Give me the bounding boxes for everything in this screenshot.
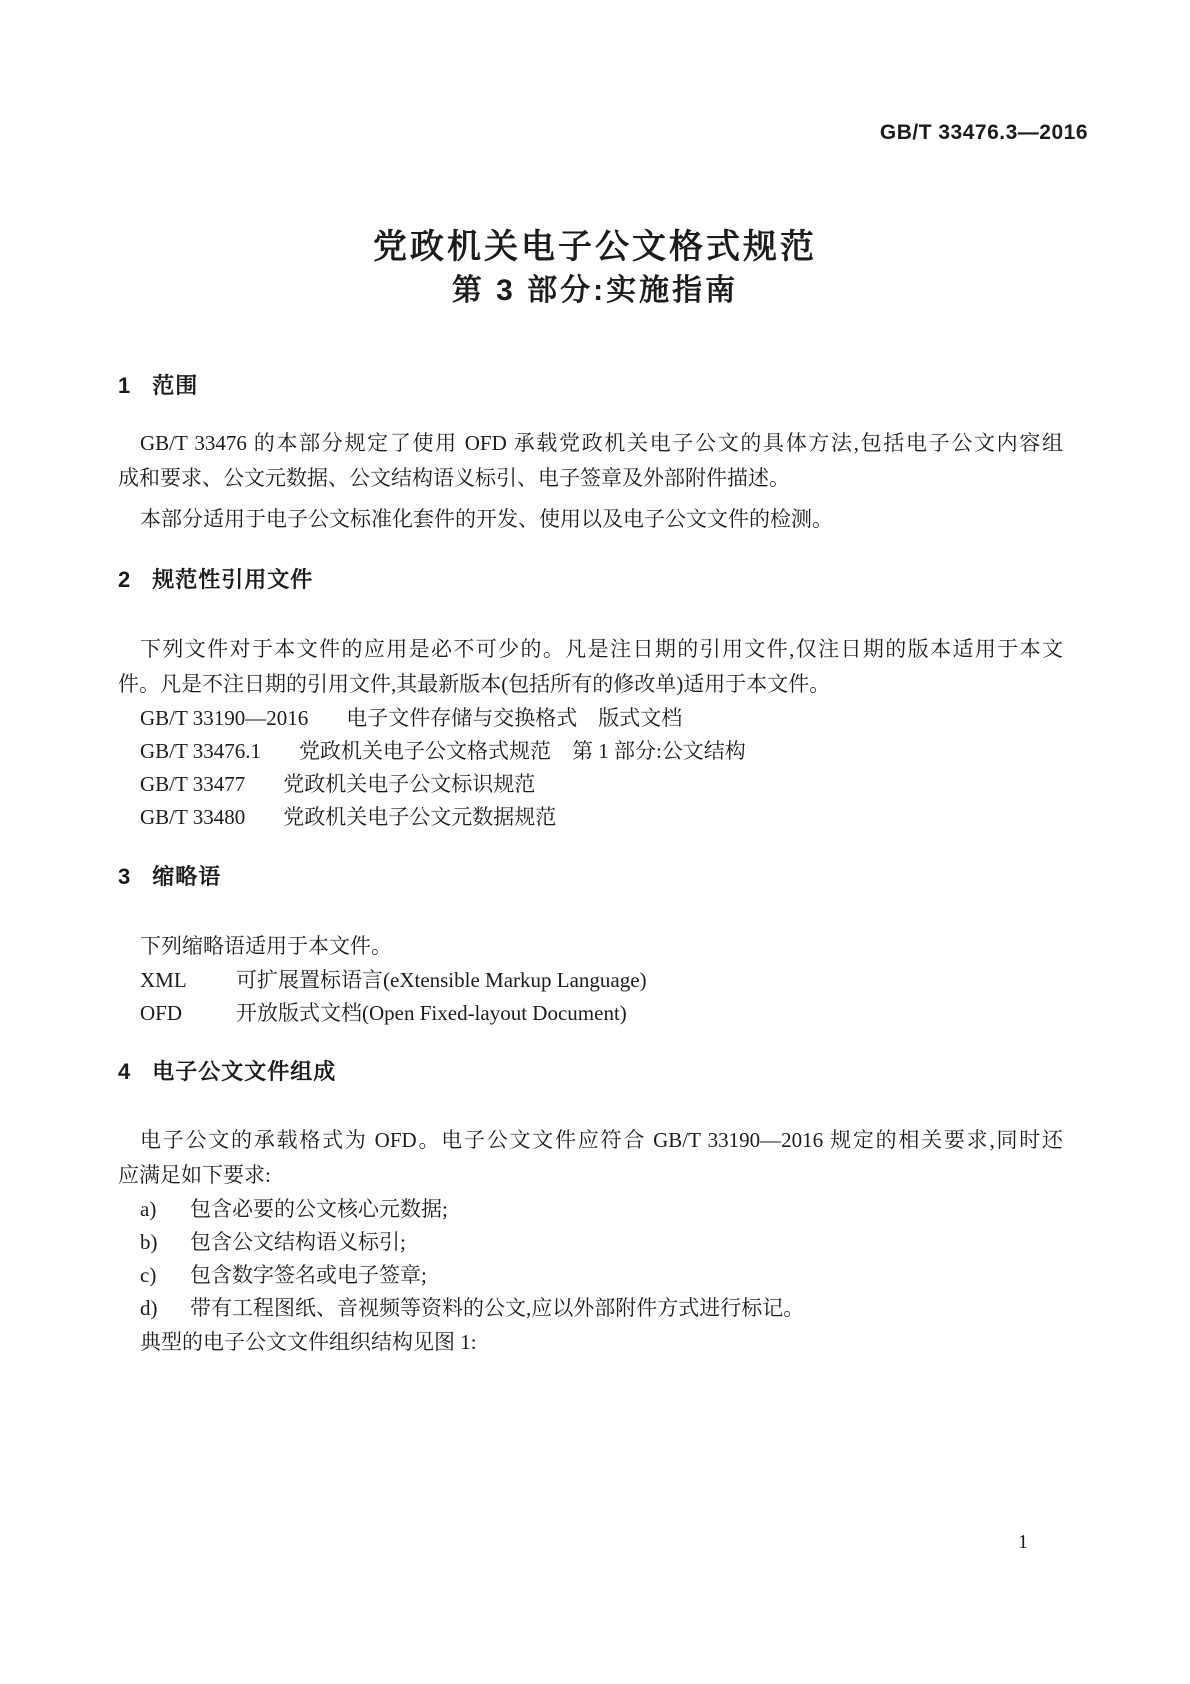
section-4-heading <box>118 1059 1063 1085</box>
paragraph-line: 本部分适用于电子公文标准化套件的开发、使用以及电子公文文件的检测。 <box>140 507 833 531</box>
section-2-title: 规范性引用文件 <box>152 567 314 592</box>
section-4-title: 电子公文文件组成 <box>152 1059 337 1084</box>
section-1-number: 1 <box>118 373 131 398</box>
reference-id: GB/T 33476.1 <box>140 739 261 763</box>
reference-title: 党政机关电子公文元数据规范 <box>283 805 557 829</box>
scope-paragraph-2 <box>118 502 1063 537</box>
abbreviation-term: OFD <box>140 1001 183 1025</box>
section-4-number: 4 <box>118 1059 131 1084</box>
reference-id: GB/T 33477 <box>140 772 246 796</box>
section-3-title: 缩略语 <box>152 864 222 889</box>
doc-title-line1: 党政机关电子公文格式规范 <box>373 228 817 266</box>
abbreviation-definition: 开放版式文档(Open Fixed-layout Document) <box>236 1001 627 1025</box>
reference-title: 党政机关电子公文格式规范 第 1 部分:公文结构 <box>298 739 746 763</box>
abbreviation-definition: 可扩展置标语言(eXtensible Markup Language) <box>236 968 647 992</box>
reference-item <box>140 768 1063 801</box>
list-item <box>140 1193 1063 1226</box>
section-2-heading <box>118 567 1063 593</box>
paragraph-line: 件。凡是不注日期的引用文件,其最新版本(包括所有的修改单)适用于本文件。 <box>118 672 831 696</box>
section-2-number: 2 <box>118 567 131 592</box>
paragraph-line: 成和要求、公文元数据、公文结构语义标引、电子签章及外部附件描述。 <box>118 466 790 490</box>
abbreviation-item <box>140 997 1063 1030</box>
abbreviation-item <box>140 964 1063 997</box>
doc-number: GB/T 33476.3—2016 <box>879 121 1088 144</box>
references-paragraph-1 <box>118 632 1063 702</box>
paragraph-line: 下列文件对于本文件的应用是必不可少的。凡是注日期的引用文件,仅注日期的版本适用于本文 <box>140 637 1063 661</box>
reference-id: GB/T 33190—2016 <box>140 706 309 730</box>
doc-title-line2: 第 3 部分:实施指南 <box>451 274 739 307</box>
paragraph-line: 应满足如下要求: <box>118 1163 271 1187</box>
reference-item <box>140 702 1063 735</box>
abbreviation-term: XML <box>140 968 187 992</box>
list-item <box>140 1292 1063 1325</box>
list-item-text: 包含必要的公文核心元数据; <box>190 1197 448 1221</box>
paragraph-line: 典型的电子公文文件组织结构见图 1: <box>140 1330 477 1354</box>
section-3-heading <box>118 864 1063 890</box>
composition-paragraph-2 <box>118 1325 1063 1360</box>
reference-id: GB/T 33480 <box>140 805 246 829</box>
list-item-marker: b) <box>140 1230 158 1254</box>
list-item-marker: a) <box>140 1197 157 1221</box>
list-item-text: 包含数字签名或电子签章; <box>190 1263 427 1287</box>
doc-title <box>0 227 1190 309</box>
abbreviation-list <box>118 964 1063 1030</box>
reference-item <box>140 801 1063 834</box>
paragraph-line: 电子公文的承载格式为 OFD。电子公文文件应符合 GB/T 33190—2016 规定的相关要求,同时还 <box>140 1128 1063 1152</box>
reference-title: 党政机关电子公文标识规范 <box>283 772 536 796</box>
abbreviations-paragraph-1 <box>118 929 1063 964</box>
requirement-list <box>118 1193 1063 1325</box>
list-item-text: 带有工程图纸、音视频等资料的公文,应以外部附件方式进行标记。 <box>190 1296 805 1320</box>
list-item-text: 包含公文结构语义标引; <box>190 1230 406 1254</box>
list-item <box>140 1259 1063 1292</box>
reference-title: 电子文件存储与交换格式 版式文档 <box>346 706 683 730</box>
list-item-marker: c) <box>140 1263 157 1287</box>
section-1-heading <box>118 373 1063 399</box>
page-number: 1 <box>1018 1531 1028 1553</box>
section-3-number: 3 <box>118 864 131 889</box>
paragraph-line: GB/T 33476 的本部分规定了使用 OFD 承载党政机关电子公文的具体方法,包括电子公文内容组 <box>140 431 1063 455</box>
list-item <box>140 1226 1063 1259</box>
scope-paragraph-1 <box>118 426 1063 496</box>
composition-paragraph-1 <box>118 1123 1063 1193</box>
section-1-title: 范围 <box>152 373 199 398</box>
document-body <box>118 373 1063 1360</box>
paragraph-line: 下列缩略语适用于本文件。 <box>140 934 392 958</box>
reference-item <box>140 735 1063 768</box>
list-item-marker: d) <box>140 1296 158 1320</box>
normative-reference-list <box>118 702 1063 834</box>
